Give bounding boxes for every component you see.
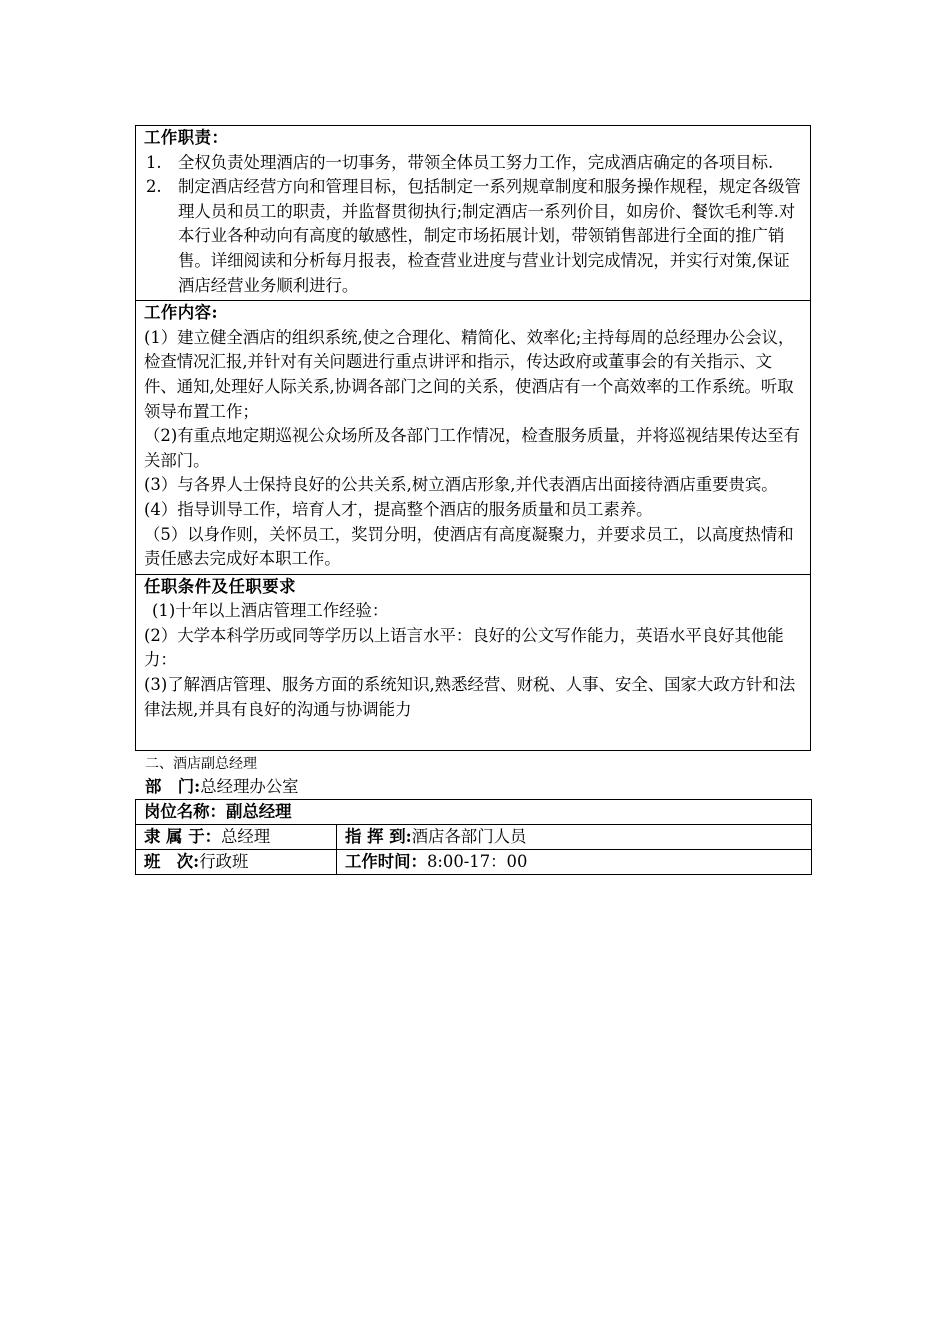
job-description-sheet — [135, 125, 811, 875]
responsibilities-table — [135, 125, 811, 751]
section-spacer — [144, 722, 804, 748]
hours-cell — [337, 850, 812, 875]
hours-label: 工作时间： — [345, 852, 427, 872]
section-caption: 二、酒店副总经理 — [145, 756, 257, 773]
content-paragraph: (4）指导训导工作，培育人才，提高整个酒店的服务质量和员工素养。 — [144, 499, 653, 519]
requirement-paragraph: (1)十年以上酒店管理工作经验： — [152, 601, 389, 621]
content-title: 工作内容: — [144, 303, 219, 323]
duties-section — [136, 126, 810, 301]
content-section — [136, 301, 810, 575]
requirement-paragraph: (3)了解酒店管理、服务方面的系统知识,熟悉经营、财税、人事、安全、国家大政方针和法律法规,并具有良好的沟通与协调能力 — [144, 675, 796, 719]
duty-text: 制定酒店经营方向和管理目标，包括制定一系列规章制度和服务操作规程，规定各级管理人员和员工的职责，并监督贯彻执行;制定酒店一系列价目，如房价、餐饮毛利等.对本行业各种动向有高度的敏感性，制定市场拓展计划，带领销售部进行全面的推广销售。详细阅读和分析每月报表，检查营业进度与营业计划完成情况，并实行对策,保证酒店经营业务顺利进行。 — [178, 177, 801, 295]
position-info-table — [135, 799, 812, 875]
directs-cell — [337, 825, 812, 850]
duty-number: 2. — [146, 177, 162, 197]
reports-to-value: 总经理 — [220, 827, 271, 847]
department-value: 总经理办公室 — [200, 777, 299, 797]
requirement-paragraph: (2）大学本科学历或同等学历以上语言水平：良好的公文写作能力，英语水平良好其他能力： — [144, 625, 784, 670]
content-paragraph: （2)有重点地定期巡视公众场所及各部门工作情况，检查服务质量，并将巡视结果传达至有关部门。 — [144, 426, 801, 470]
shift-label: 班 次: — [144, 852, 200, 872]
duties-title: 工作职责： — [144, 128, 229, 147]
position-title-cell: 岗位名称：副总经理 — [136, 800, 812, 825]
content-paragraph: (1）建立健全酒店的组织系统,使之合理化、精简化、效率化;主持每周的总经理办公会议，检查情况汇报,并针对有关问题进行重点讲评和指示，传达政府或董事会的有关指示、文件、通知,处理好人际关系,协调各部门之间的关系，使酒店有一个高效率的工作系统。听取领导布置工作； — [144, 327, 795, 421]
department-label: 部 门: — [145, 777, 201, 797]
table-row — [136, 825, 812, 850]
table-row — [136, 800, 812, 825]
table-row — [136, 850, 812, 875]
duty-number: 1. — [146, 152, 162, 172]
department-line — [135, 775, 811, 799]
content-paragraph: （5）以身作则，关怀员工，奖罚分明，使酒店有高度凝聚力，并要求员工，以高度热情和责任感去完成好本职工作。 — [144, 524, 794, 569]
shift-cell — [136, 850, 337, 875]
directs-value: 酒店各部门人员 — [411, 827, 527, 847]
requirements-title: 任职条件及任职要求 — [144, 576, 297, 596]
reports-to-label: 隶 属 于： — [144, 827, 221, 847]
duty-text: 全权负责处理酒店的一切事务，带领全体员工努力工作，完成酒店确定的各项目标. — [178, 152, 774, 172]
duty-item — [144, 151, 804, 176]
content-paragraph: (3）与各界人士保持良好的公共关系,树立酒店形象,并代表酒店出面接待酒店重要贵宾。 — [144, 475, 778, 495]
reports-to-cell — [136, 825, 337, 850]
directs-label: 指 挥 到: — [345, 827, 412, 847]
hours-value: 8:00-17：00 — [426, 852, 528, 872]
duties-list — [144, 151, 804, 299]
duty-item — [144, 175, 804, 298]
shift-value: 行政班 — [199, 852, 249, 872]
requirements-section — [136, 575, 810, 752]
